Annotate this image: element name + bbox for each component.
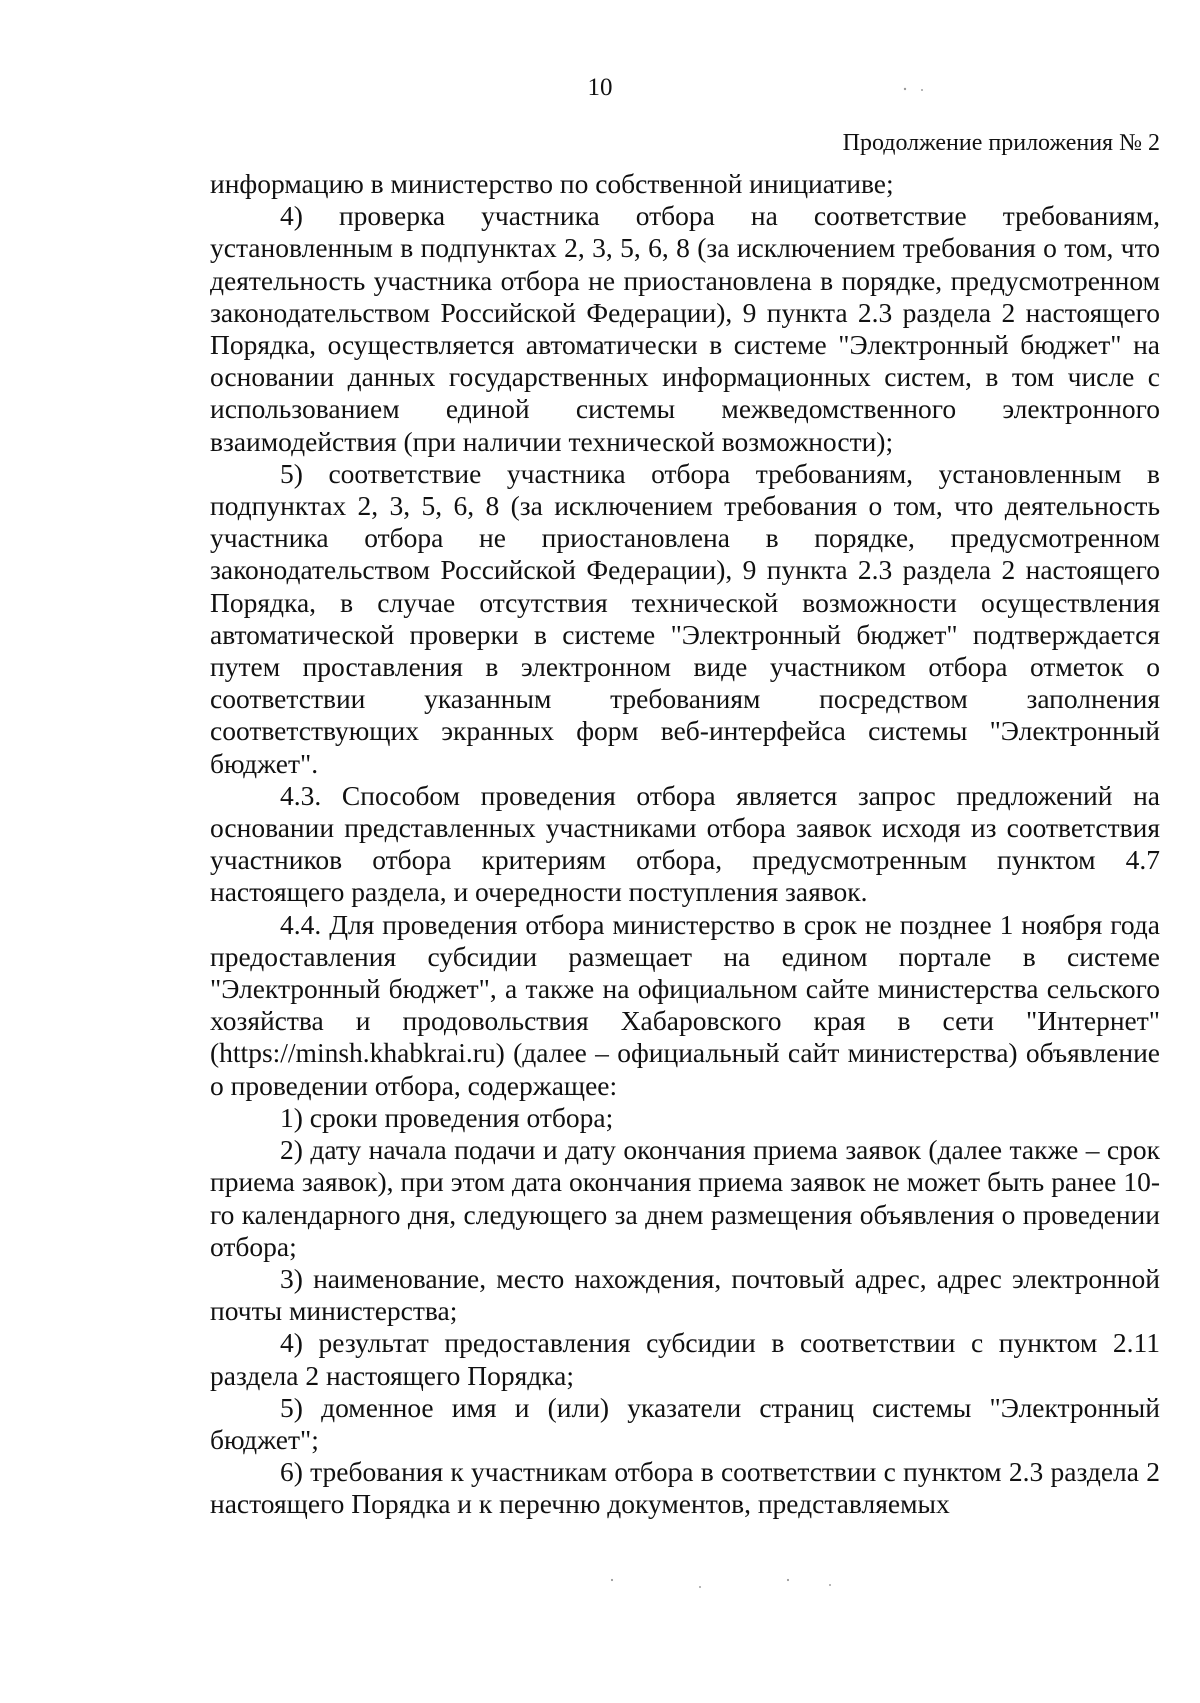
paragraph-section-4-4: 4.4. Для проведения отбора министерство в срок не позднее 1 ноября года предоставления субсидии размещает на едином портале в системе "Электронный бюджет", а также на официальном сайте министерства сельского хозяйства и продовольствия Хабаровского края в сети "Интернет" (https://minsh.khabkrai.ru) (далее – официальный сайт министерства) объявление о проведении отбора, содержащее: <box>210 908 1160 1101</box>
list-item-6: 6) требования к участникам отбора в соответствии с пунктом 2.3 раздела 2 настоящего Порядка и к перечню документов, представляемых <box>210 1456 1160 1520</box>
page-number: 10 <box>587 74 613 101</box>
paragraph-item-5: 5) соответствие участника отбора требованиям, установленным в подпунктах 2, 3, 5, 6, 8 (за исключением требования о том, что деятельность участника отбора не приостановлена в порядке, предусмотренном законодательством Российской Федерации), 9 пункта 2.3 раздела 2 настоящего Порядка, в случае отсутствия технической возможности осуществления автоматической проверки в системе "Электронный бюджет" подтверждается путем проставления в электронном виде участником отбора отметок о соответствии указанным требованиям посредством заполнения соответствующих экранных форм веб-интерфейса системы "Электронный бюджет". <box>210 457 1160 779</box>
list-item-5: 5) доменное имя и (или) указатели страниц системы "Электронный бюджет"; <box>210 1391 1160 1455</box>
document-body <box>210 168 1160 1521</box>
paragraph-continuation: информацию в министерство по собственной инициативе; <box>210 168 894 199</box>
list-item-2: 2) дату начала подачи и дату окончания приема заявок (далее также – срок приема заявок), при этом дата окончания приема заявок не может быть ранее 10-го календарного дня, следующего за днем размещения объявления о проведении отбора; <box>210 1134 1160 1262</box>
paragraph-section-4-3: 4.3. Способом проведения отбора является запрос предложений на основании представленных участниками отбора заявок исходя из соответствия участников отбора критериям отбора, предусмотренным пунктом 4.7 настоящего раздела, и очередности поступления заявок. <box>210 779 1160 908</box>
appendix-continuation-note: Продолжение приложения № 2 <box>842 130 1160 156</box>
paragraph-item-4: 4) проверка участника отбора на соответствие требованиям, установленным в подпунктах 2, 3, 5, 6, 8 (за исключением требования о том, что деятельность участника отбора не приостановлена в порядке, предусмотренном законодательством Российской Федерации), 9 пункта 2.3 раздела 2 настоящего Порядка, осуществляется автоматически в системе "Электронный бюджет" на основании данных государственных информационных систем, в том числе с использованием единой системы межведомственного электронного взаимодействия (при наличии технической возможности); <box>210 200 1160 457</box>
list-item-4: 4) результат предоставления субсидии в соответствии с пунктом 2.11 раздела 2 настоящего Порядка; <box>210 1327 1160 1391</box>
list-item-3: 3) наименование, место нахождения, почтовый адрес, адрес электронной почты министерства; <box>210 1262 1160 1327</box>
list-item-1: 1) сроки проведения отбора; <box>280 1101 614 1133</box>
